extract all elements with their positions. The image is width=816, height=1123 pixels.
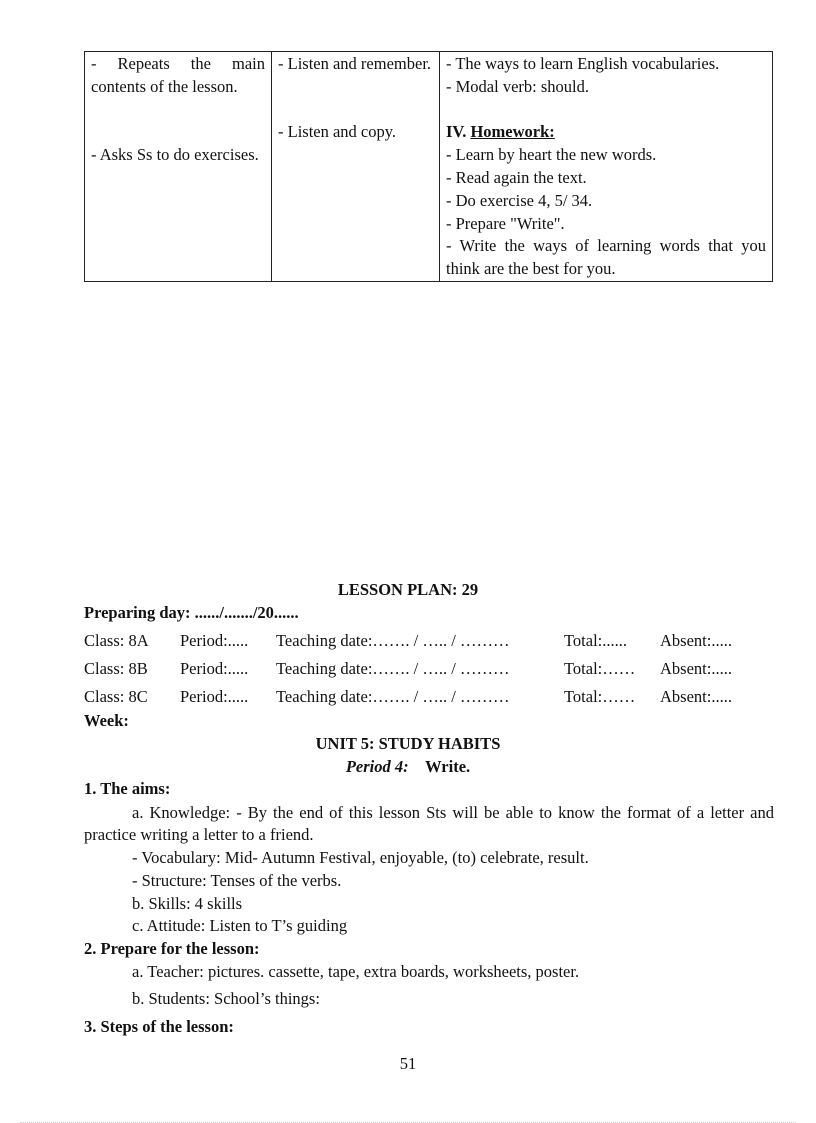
class-label: Class: 8C xyxy=(84,687,148,706)
period-label: Period:..... xyxy=(180,631,249,650)
content-cell xyxy=(440,52,773,282)
teacher-activity: - Asks Ss to do exercises. xyxy=(91,145,259,165)
absent-label: Absent:..... xyxy=(660,687,732,706)
unit-title: UNIT 5: STUDY HABITS xyxy=(315,734,501,753)
preparing-day: Preparing day: ....../......./20...... xyxy=(84,603,299,622)
student-activity: - Listen and remember. xyxy=(278,54,432,73)
prepare-students: b. Students: School’s things: xyxy=(132,989,320,1008)
aims-heading: 1. The aims: xyxy=(84,779,171,798)
homework-item: - Learn by heart the new words. xyxy=(446,145,657,165)
week-label: Week: xyxy=(84,711,129,730)
lesson-plan-title: LESSON PLAN: 29 xyxy=(337,580,479,599)
class-label: Class: 8B xyxy=(84,659,148,678)
teacher-activity: - Repeats the main contents of the lesson. xyxy=(91,54,265,96)
teaching-date: Teaching date:……. / ….. / ……… xyxy=(276,659,510,678)
absent-label: Absent:..... xyxy=(660,631,732,650)
homework-item: - Prepare "Write". xyxy=(446,213,565,233)
homework-item: - Do exercise 4, 5/ 34. xyxy=(446,190,593,210)
period-label: Period:..... xyxy=(180,659,249,678)
total-label: Total:...... xyxy=(564,631,628,650)
aims-structure: - Structure: Tenses of the verbs. xyxy=(132,871,342,890)
total-label: Total:…… xyxy=(564,659,636,678)
homework-heading: IV. Homework: xyxy=(446,122,555,142)
class-label: Class: 8A xyxy=(84,631,149,650)
absent-label: Absent:..... xyxy=(660,659,732,678)
prepare-teacher: a. Teacher: pictures. cassette, tape, extra boards, worksheets, poster. xyxy=(132,962,580,981)
content-line: - The ways to learn English vocabularies. xyxy=(446,54,720,73)
total-label: Total:…… xyxy=(564,687,636,706)
teacher-activities-cell xyxy=(85,52,272,282)
teaching-date: Teaching date:……. / ….. / ……… xyxy=(276,631,510,650)
teaching-date: Teaching date:……. / ….. / ……… xyxy=(276,687,510,706)
student-activity: - Listen and copy. xyxy=(278,122,397,142)
prepare-heading: 2. Prepare for the lesson: xyxy=(84,939,260,958)
student-activities-cell xyxy=(272,52,440,282)
aims-vocabulary: - Vocabulary: Mid- Autumn Festival, enjoyable, (to) celebrate, result. xyxy=(132,848,589,867)
aims-skills: b. Skills: 4 skills xyxy=(132,894,243,913)
period-label: Period:..... xyxy=(180,687,249,706)
page-number: 51 xyxy=(399,1054,417,1073)
homework-item: - Read again the text. xyxy=(446,167,587,187)
homework-item: - Write the ways of learning words that you think are the best for you. xyxy=(446,236,766,279)
period-heading: Period 4: Write. xyxy=(345,757,471,776)
aims-attitude: c. Attitude: Listen to T’s guiding xyxy=(132,916,348,935)
aims-knowledge: a. Knowledge: - By the end of this lesson Sts will be able to know the format of a letter and practice writing a letter to a friend. xyxy=(84,803,774,844)
content-line: - Modal verb: should. xyxy=(446,76,589,96)
lesson-table xyxy=(84,51,773,282)
steps-heading: 3. Steps of the lesson: xyxy=(84,1017,234,1036)
